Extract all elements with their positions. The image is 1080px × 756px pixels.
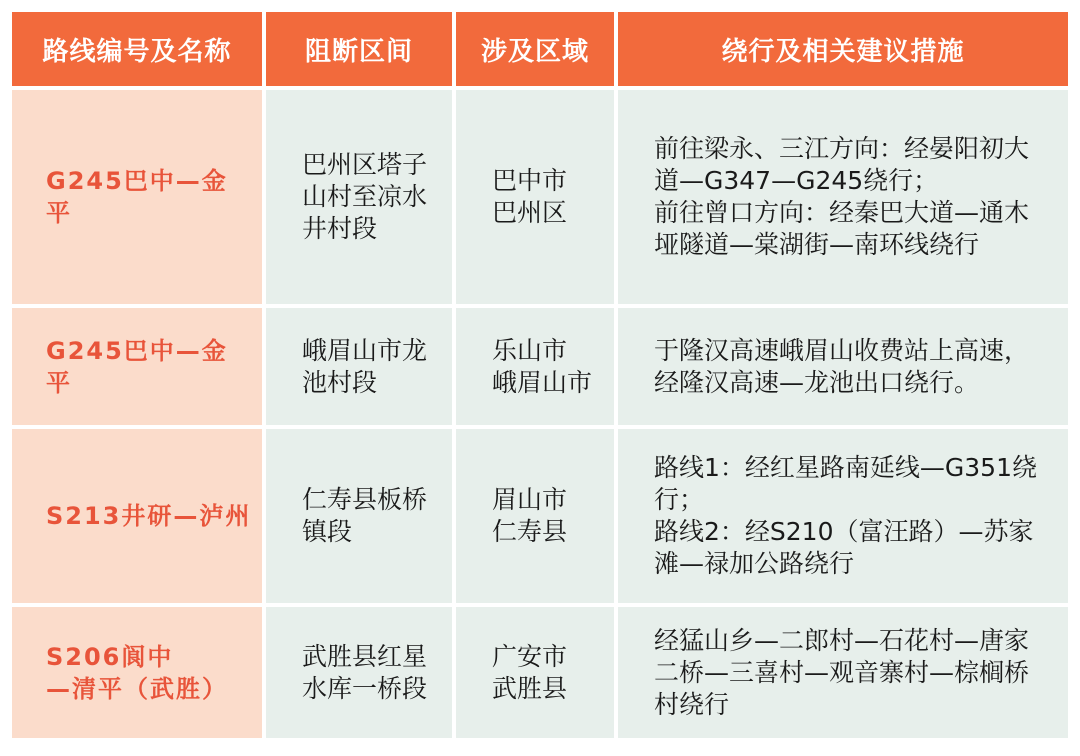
header-route: 路线编号及名称: [12, 12, 262, 86]
route-cell: [12, 429, 262, 603]
detour-line: 经隆汉高速—龙池出口绕行。: [654, 367, 980, 397]
section-cell: [266, 308, 452, 425]
area-line: 乐山市: [492, 335, 568, 365]
detour-line: 于隆汉高速峨眉山收费站上高速，: [654, 335, 1030, 365]
detour-line: 垭隧道—棠湖街—南环线绕行: [654, 230, 980, 259]
section-cell: [266, 90, 452, 304]
route-line: S206阆中: [46, 642, 174, 671]
detour-line: 滩—禄加公路绕行: [654, 549, 855, 578]
area-cell: [456, 429, 614, 603]
route-cell: [12, 308, 262, 425]
detour-line: 前往梁永、三江方向：经晏阳初大: [654, 134, 1030, 163]
section-line: 镇段: [302, 517, 353, 546]
detour-cell: [618, 308, 1068, 425]
route-line: G245巴中—金平: [46, 336, 228, 397]
area-line: 武胜县: [492, 673, 568, 703]
table-header-row: [12, 12, 1068, 86]
table-row: [12, 607, 1068, 738]
area-cell: [456, 308, 614, 425]
detour-line: 道—G347—G245绕行；: [654, 166, 939, 195]
detour-line: 二桥—三喜村—观音寨村—棕榈桥: [654, 657, 1030, 687]
section-line: 井村段: [302, 214, 378, 243]
area-line: 广安市: [492, 641, 568, 671]
area-cell: [456, 607, 614, 738]
detour-line: 路线1：经红星路南延线—G351绕: [654, 453, 1037, 482]
header-section: 阻断区间: [266, 12, 452, 86]
section-line: 峨眉山市龙: [302, 335, 428, 365]
detour-line: 路线2：经S210（富汪路）—苏家: [654, 517, 1034, 546]
area-line: 眉山市: [492, 485, 568, 514]
header-area: 涉及区域: [456, 12, 614, 86]
road-closure-table-container: [12, 12, 1070, 742]
route-line: G245巴中—金平: [46, 167, 228, 227]
area-line: 峨眉山市: [492, 367, 593, 397]
section-cell: [266, 429, 452, 603]
detour-cell: [618, 429, 1068, 603]
route-cell: [12, 90, 262, 304]
section-line: 巴州区塔子: [302, 150, 428, 179]
detour-cell: [618, 90, 1068, 304]
route-cell: [12, 607, 262, 738]
section-cell: [266, 607, 452, 738]
detour-line: 前往曾口方向：经秦巴大道—通木: [654, 198, 1030, 227]
area-line: 巴州区: [492, 198, 568, 227]
section-line: 水库一桥段: [302, 673, 428, 703]
area-line: 巴中市: [492, 166, 568, 195]
section-line: 武胜县红星: [302, 641, 428, 671]
detour-cell: [618, 607, 1068, 738]
table-row: [12, 90, 1068, 304]
route-line: S213井研—泸州: [46, 502, 252, 530]
detour-line: 经猛山乡—二郎村—石花村—唐家: [654, 625, 1030, 655]
road-closure-table: [8, 8, 1072, 742]
table-row: [12, 308, 1068, 425]
header-detour: 绕行及相关建议措施: [618, 12, 1068, 86]
section-line: 仁寿县板桥: [302, 485, 428, 514]
section-line: 山村至凉水: [302, 182, 428, 211]
table-row: [12, 429, 1068, 603]
detour-line: 村绕行: [654, 689, 730, 719]
area-line: 仁寿县: [492, 517, 568, 546]
area-cell: [456, 90, 614, 304]
detour-line: 行；: [654, 485, 705, 514]
section-line: 池村段: [302, 367, 378, 397]
route-line: —清平（武胜）: [46, 674, 228, 703]
